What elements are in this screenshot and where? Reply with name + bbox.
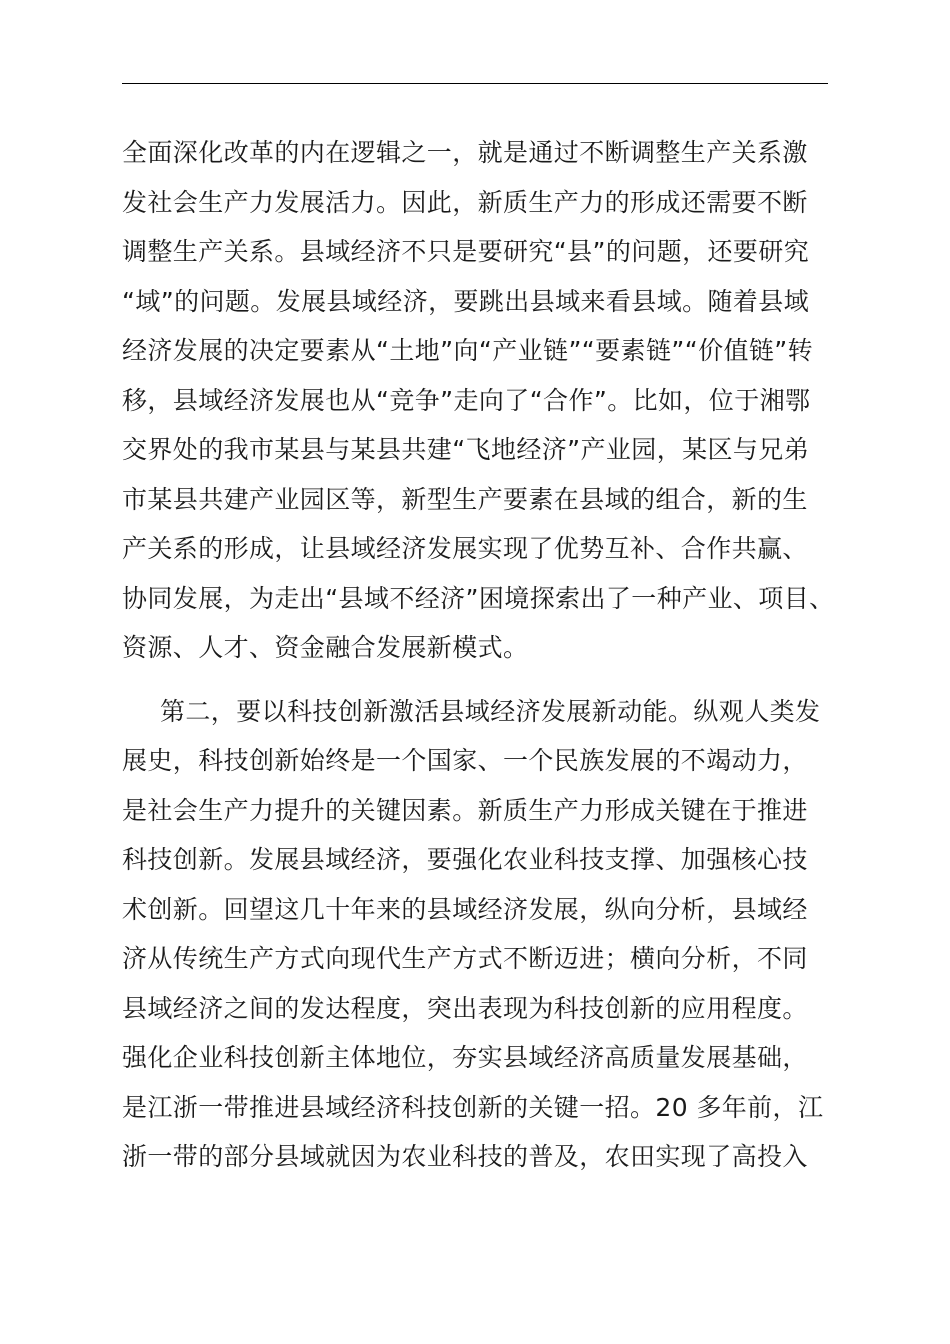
text-line: 移，县域经济发展也从“竞争”走向了“合作”。比如，位于湘鄂 bbox=[122, 385, 811, 415]
text-line: 发社会生产力发展活力。因此，新质生产力的形成还需要不断 bbox=[122, 187, 808, 217]
text-line: 市某县共建产业园区等，新型生产要素在县域的组合，新的生 bbox=[122, 484, 808, 514]
text-line: 资源、人才、资金融合发展新模式。 bbox=[122, 633, 529, 662]
text-line: 强化企业科技创新主体地位，夯实县域经济高质量发展基础， bbox=[122, 1043, 808, 1072]
text-line: 济从传统生产方式向现代生产方式不断迈进；横向分析，不同 bbox=[122, 944, 808, 973]
text-line: 科技创新。发展县域经济，要强化农业科技支撑、加强核心技 bbox=[122, 845, 808, 874]
text-line: 产关系的形成，让县域经济发展实现了优势互补、合作共赢、 bbox=[122, 534, 808, 563]
text-line: 展史，科技创新始终是一个国家、一个民族发展的不竭动力， bbox=[122, 746, 808, 775]
paragraph-spacer bbox=[122, 673, 842, 687]
paragraph-1 bbox=[122, 128, 842, 673]
text-line: 全面深化改革的内在逻辑之一，就是通过不断调整生产关系激 bbox=[122, 138, 808, 167]
text-line: 协同发展，为走出“县域不经济”困境探索出了一种产业、项目、 bbox=[122, 583, 835, 613]
text-line: 经济发展的决定要素从“土地”向“产业链”“要素链”“价值链”转 bbox=[122, 336, 814, 365]
text-line: 是江浙一带推进县域经济科技创新的关键一招。20 多年前，江 bbox=[122, 1092, 824, 1122]
text-line: 交界处的我市某县与某县共建“飞地经济”产业园，某区与兄弟 bbox=[122, 435, 810, 464]
text-line: 县域经济之间的发达程度，突出表现为科技创新的应用程度。 bbox=[122, 993, 808, 1023]
text-line: 浙一带的部分县域就因为农业科技的普及，农田实现了高投入 bbox=[122, 1142, 808, 1171]
body-text bbox=[122, 128, 842, 1182]
paragraph-2 bbox=[122, 687, 842, 1182]
text-line: 第二，要以科技创新激活县域经济发展新动能。纵观人类发 bbox=[160, 696, 821, 726]
text-line: 调整生产关系。县域经济不只是要研究“县”的问题，还要研究 bbox=[122, 237, 810, 266]
text-line: 术创新。回望这几十年来的县域经济发展，纵向分析，县域经 bbox=[122, 894, 808, 924]
text-line: 是社会生产力提升的关键因素。新质生产力形成关键在于推进 bbox=[122, 795, 808, 825]
text-line: “域”的问题。发展县域经济，要跳出县域来看县域。随着县域 bbox=[122, 286, 810, 316]
header-rule bbox=[122, 83, 828, 84]
